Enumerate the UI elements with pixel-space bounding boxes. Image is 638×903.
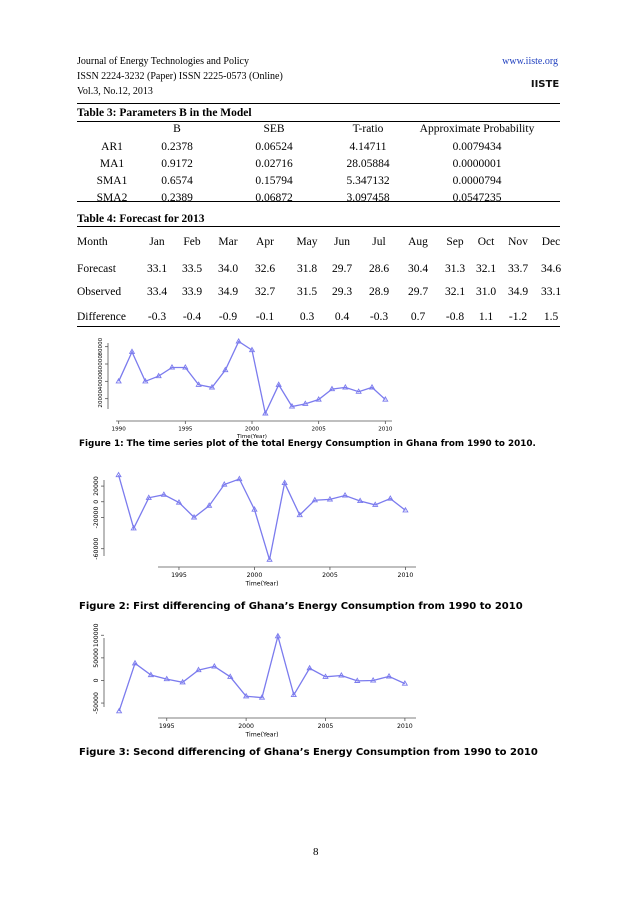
table3-cell: MA1 [99, 158, 125, 170]
figure-2-caption: Figure 2: First differencing of Ghana’s Energy Consumption from 1990 to 2010 [79, 601, 523, 612]
table4-cell: -0.8 [445, 311, 465, 323]
table4-cell: 33.9 [181, 286, 203, 298]
issn-line: ISSN 2224-3232 (Paper) ISSN 2225-0573 (Online) [77, 71, 283, 82]
x-axis-label: Time(Year) [245, 580, 279, 588]
table3-cell: 3.097458 [346, 192, 390, 204]
y-tick-label: 80000 [98, 337, 104, 356]
x-tick-label: 2005 [317, 723, 334, 731]
y-tick-label: 40000 [98, 372, 104, 391]
figure-1-caption: Figure 1: The time series plot of the total Energy Consumption in Ghana from 1990 to 2010. [79, 439, 536, 449]
table3-cell: 0.06524 [255, 141, 293, 153]
table4-header-cell: Mar [218, 236, 238, 248]
y-tick-label: 100000 [93, 623, 100, 648]
journal-url[interactable]: www.iiste.org [502, 56, 558, 67]
table4-header-cell: May [296, 236, 318, 248]
table3-cell: 0.9172 [161, 158, 193, 170]
table3-top-rule [77, 121, 560, 122]
table3-cell: 0.0079434 [452, 141, 502, 153]
table4-top-rule [77, 226, 560, 227]
table4-cell: 31.3 [444, 263, 466, 275]
page-number: 8 [313, 846, 319, 858]
table3-cell: 4.14711 [349, 141, 387, 153]
table4-cell: -0.9 [218, 311, 238, 323]
table4-header-cell: Month [77, 236, 108, 248]
table4-header-cell: Aug [408, 236, 428, 248]
table4-cell: 28.6 [368, 263, 390, 275]
table4-cell: -0.4 [182, 311, 202, 323]
y-tick-label: -20000 [93, 506, 100, 529]
y-tick-label: 20000 [98, 389, 104, 408]
table4-cell: 33.1 [540, 286, 562, 298]
logo-text: IISTE [530, 79, 560, 90]
table4-header-cell: Oct [477, 236, 495, 248]
y-tick-label: 0 [93, 678, 100, 683]
x-tick-label: 2010 [397, 572, 414, 580]
figure-2-plot [78, 460, 438, 598]
x-tick-label: 2010 [378, 426, 393, 433]
figure-1-plot [78, 333, 418, 443]
table3-title: Table 3: Parameters B in the Model [77, 107, 252, 119]
table3-header-cell: Approximate Probability [419, 123, 535, 135]
table4-header-cell: Apr [256, 236, 274, 248]
table4-cell: Observed [77, 286, 122, 298]
table4-cell: 32.7 [254, 286, 276, 298]
table4-header-cell: Feb [183, 236, 201, 248]
table4-cell: 32.1 [475, 263, 497, 275]
figure-3-caption: Figure 3: Second differencing of Ghana’s Energy Consumption from 1990 to 2010 [79, 747, 538, 758]
table4-header-cell: Nov [508, 236, 528, 248]
volume-line: Vol.3, No.12, 2013 [77, 86, 153, 97]
table4-cell: 33.5 [181, 263, 203, 275]
table3-cell: 0.0000794 [452, 175, 502, 187]
figure-3-plot [78, 620, 438, 740]
table4-header-cell: Jan [149, 236, 165, 248]
table3-header-cell: B [173, 123, 181, 135]
table3-cell: AR1 [101, 141, 123, 153]
table4-cell: 30.4 [407, 263, 429, 275]
table4-cell: 34.0 [217, 263, 239, 275]
x-axis-label: Time(Year) [245, 731, 279, 739]
table3-cell: SMA1 [96, 175, 128, 187]
x-tick-label: 1990 [111, 426, 126, 433]
table4-cell: 34.9 [507, 286, 529, 298]
y-tick-label: 60000 [98, 355, 104, 373]
table4-cell: 34.6 [540, 263, 562, 275]
x-tick-label: 2000 [244, 426, 260, 433]
table3-cell: 28.05884 [346, 158, 390, 170]
table3-cell: 0.0000001 [452, 158, 502, 170]
x-tick-label: 1995 [178, 426, 193, 433]
table4-cell: Difference [77, 311, 126, 323]
x-tick-label: 2000 [246, 572, 263, 580]
table3-header-cell: T-ratio [352, 123, 384, 135]
table3-bottom-rule [77, 201, 560, 202]
x-tick-label: 1995 [158, 723, 175, 731]
table4-cell: 33.1 [146, 263, 168, 275]
table4-cell: 31.5 [296, 286, 318, 298]
x-axis-label: Time(Year) [237, 434, 267, 441]
table3-cell: 0.15794 [255, 175, 293, 187]
table3-cell: 0.0547235 [452, 192, 502, 204]
table4-cell: 1.5 [543, 311, 559, 323]
table4-cell: 1.1 [478, 311, 494, 323]
table4-cell: 31.8 [296, 263, 318, 275]
y-tick-label: -60000 [93, 537, 100, 560]
series-line [119, 636, 405, 711]
table4-cell: -0.3 [147, 311, 167, 323]
x-tick-label: 1995 [171, 572, 187, 580]
table4-cell: 29.7 [331, 263, 353, 275]
y-tick-label: 20000 [93, 476, 100, 496]
table4-header-cell: Sep [446, 236, 464, 248]
x-tick-label: 2000 [238, 723, 254, 731]
header-rule [77, 103, 560, 104]
table3-cell: 0.2389 [161, 192, 193, 204]
table4-cell: Forecast [77, 263, 116, 275]
y-tick-label: 0 [93, 499, 100, 504]
table4-cell: 32.1 [444, 286, 466, 298]
table4-cell: -1.2 [508, 311, 528, 323]
table4-cell: 32.6 [254, 263, 276, 275]
table4-cell: 33.7 [507, 263, 529, 275]
table4-bottom-rule [77, 326, 560, 327]
table3-cell: 0.2378 [161, 141, 193, 153]
x-tick-label: 2005 [311, 426, 326, 433]
table4-cell: 33.4 [146, 286, 168, 298]
x-tick-label: 2005 [322, 572, 338, 580]
table4-cell: 0.4 [334, 311, 350, 323]
table3-cell: SMA2 [96, 192, 128, 204]
table3-header-cell: SEB [263, 123, 285, 135]
table4-title: Table 4: Forecast for 2013 [77, 213, 205, 225]
table4-header-cell: Jun [334, 236, 350, 248]
series-line [119, 475, 406, 560]
table4-cell: 28.9 [368, 286, 390, 298]
table4-cell: 29.3 [331, 286, 353, 298]
y-tick-label: 50000 [93, 648, 100, 668]
table4-cell: 31.0 [475, 286, 497, 298]
table4-cell: 0.3 [299, 311, 315, 323]
y-tick-label: -50000 [93, 692, 100, 715]
table4-cell: -0.3 [369, 311, 389, 323]
table4-cell: 29.7 [407, 286, 429, 298]
x-tick-label: 2010 [397, 723, 413, 731]
table4-header-cell: Dec [541, 236, 561, 248]
table3-cell: 0.06872 [255, 192, 293, 204]
journal-name: Journal of Energy Technologies and Policy [77, 56, 249, 67]
table4-cell: 0.7 [410, 311, 426, 323]
table4-cell: -0.1 [255, 311, 275, 323]
table4-cell: 34.9 [217, 286, 239, 298]
table3-cell: 0.02716 [255, 158, 293, 170]
table4-header-cell: Jul [372, 236, 386, 248]
table3-cell: 5.347132 [346, 175, 390, 187]
iiste-logo [530, 71, 560, 91]
table3-cell: 0.6574 [161, 175, 193, 187]
